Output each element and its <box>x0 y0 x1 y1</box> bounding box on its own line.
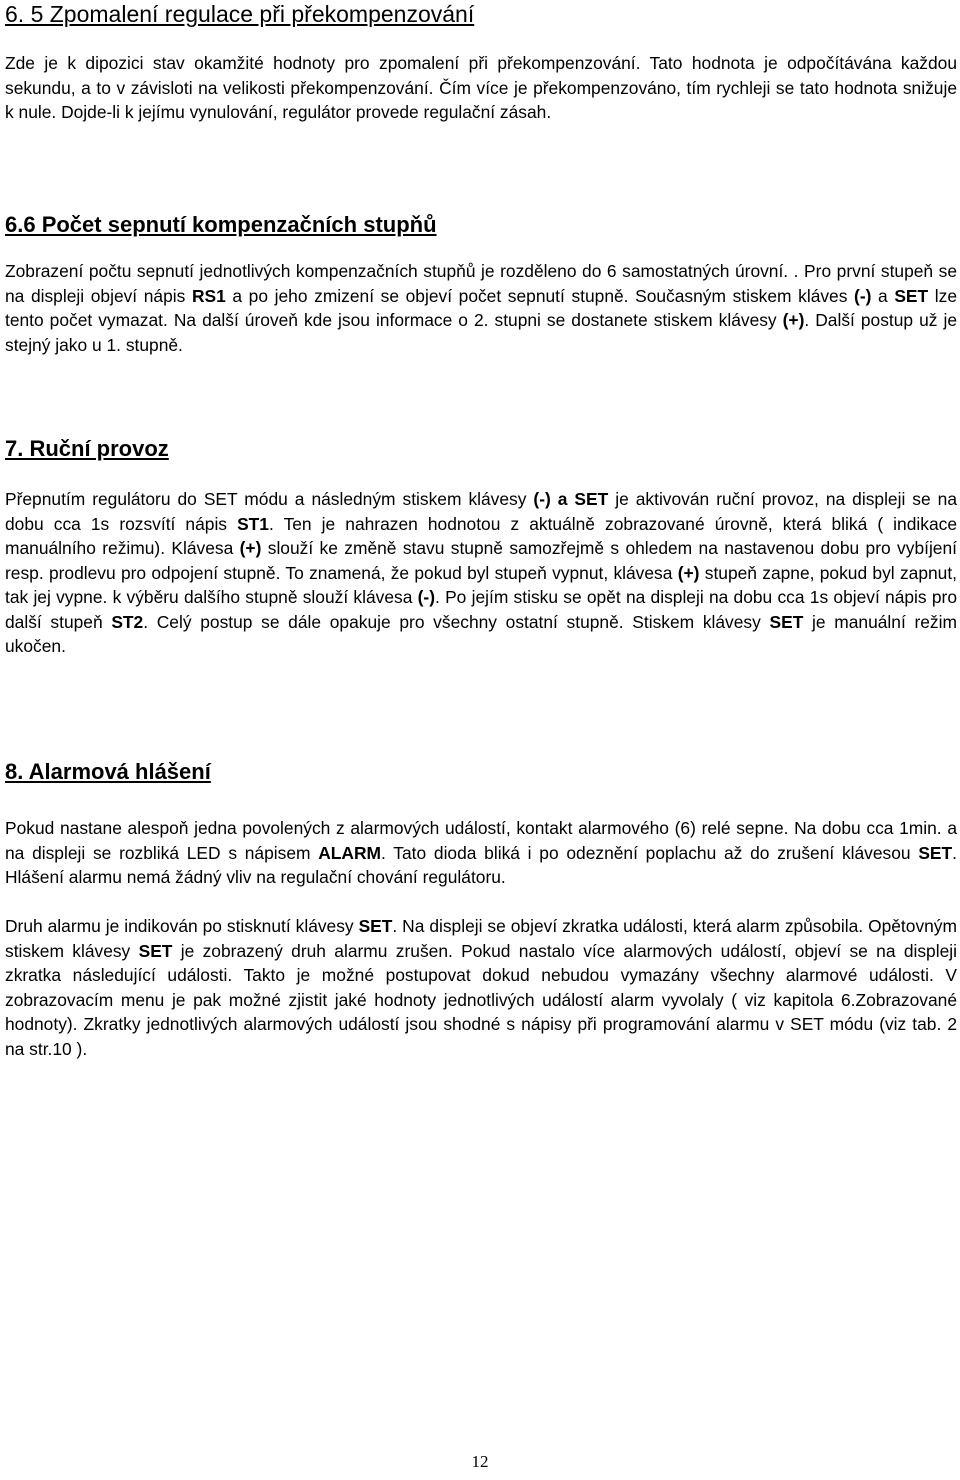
text-run: Přepnutím regulátoru do SET módu a následným stiskem klávesy <box>5 489 534 509</box>
text-run: je aktivován ruční provoz, na displeji se na dobu cca 1s rozsvítí nápis <box>5 489 958 534</box>
section-7-paragraph <box>5 487 957 659</box>
key-label: SET <box>918 842 953 863</box>
section-6-6-paragraph <box>5 259 957 357</box>
section-6-5-title: 6. 5 Zpomalení regulace při překompenzování <box>5 1 475 27</box>
text-run: stupeň zapne, pokud byl zapnut, tak jej vypne. k výběru dalšího stupně slouží klávesa <box>5 562 957 607</box>
section-8-title: 8. Alarmová hlášení <box>5 759 211 784</box>
text-run: Pokud nastane alespoň jedna povolených z alarmových událostí, kontakt alarmového (6) relé sepne. Na dobu cca 1min. a na displeji se rozbliká LED s nápisem <box>5 818 957 863</box>
key-label: (-) a SET <box>533 489 609 509</box>
section-6-6-title: 6.6 Počet sepnutí kompenzačních stupňů <box>5 212 437 237</box>
text-run: . Další postup už je stejný jako u 1. stupně. <box>5 310 957 355</box>
text-run: je zobrazený druh alarmu zrušen. Pokud nastalo více alarmových událostí, objeví se na displeji zkratka následující události. Takto je možné postupovat dokud nebudou vymazány všechny alarmové události. V zobrazovacím menu je pak možné zjistit jaké hodnoty jednotlivých událostí alarm vyvolaly ( viz kapitola 6.Zobrazované hodnoty). Zkratky jednotlivých alarmových událostí jsou shodné s nápisy při programování alarmu v SET módu (viz tab. 2 na str.10 ). <box>5 940 957 1059</box>
text-run: . Tato dioda bliká i po odeznění poplachu až do zrušení klávesou <box>381 842 919 863</box>
display-label: ST2 <box>111 611 144 632</box>
key-label: (-) <box>854 285 872 306</box>
key-label: SET <box>769 611 804 632</box>
key-label: SET <box>358 916 393 936</box>
page-number: 12 <box>471 1452 489 1471</box>
key-label: SET <box>894 285 929 306</box>
text-run: . Na displeji se objeví zkratka události, která alarm způsobila. Opětovným stiskem klávesy <box>5 916 957 961</box>
text-run: . Celý postup se dále opakuje pro všechny ostatní stupně. Stiskem klávesy <box>143 611 770 632</box>
text-run: . Hlášení alarmu nemá žádný vliv na regulační chování regulátoru. <box>5 842 957 887</box>
key-label: (-) <box>417 587 435 607</box>
key-label: SET <box>138 940 173 961</box>
text-run: Zobrazení počtu sepnutí jednotlivých kompenzačních stupňů je rozděleno do 6 samostatných úrovní. . Pro první stupeň se na displeji objeví nápis <box>5 261 957 306</box>
text-run: Zde je k dipozici stav okamžité hodnoty pro zpomalení při překompenzování. Tato hodnota je odpočítávána každou sekundu, a to v závisloti na velikosti překompenzování. Čím více je překompenzováno, tím rychleji se tato hodnota snižuje k nule. Dojde-li k jejímu vynulování, regulátor provede regulační zásah. <box>5 53 957 122</box>
display-label: ST1 <box>237 513 269 534</box>
text-run: . Po jejím stisku se opět na displeji na dobu cca 1s objeví nápis pro další stupeň <box>5 587 957 632</box>
key-label: (+) <box>677 562 700 583</box>
text-run: . Ten je nahrazen hodnotou z aktuálně zobrazované úrovně, která bliká ( indikace manuálního režimu). Klávesa <box>5 513 957 558</box>
text-run: je manuální režim ukočen. <box>5 611 957 656</box>
text-run: a <box>871 285 895 306</box>
section-6-5-paragraph <box>5 51 957 125</box>
key-label: (+) <box>782 310 805 330</box>
text-run: Druh alarmu je indikován po stisknutí klávesy <box>5 916 359 936</box>
display-label: ALARM <box>318 842 382 863</box>
text-run: a po jeho zmizení se objeví počet sepnutí stupně. Současným stiskem kláves <box>225 285 855 306</box>
text-run: lze tento počet vymazat. Na další úroveň kde jsou informace o 2. stupni se dostanete stiskem klávesy <box>5 285 957 330</box>
section-7-title: 7. Ruční provoz <box>5 436 169 461</box>
text-run: slouží ke změně stavu stupně samozřejmě s ohledem na nastavenou dobu pro vybíjení resp. prodlevu pro odpojení stupně. To znamená, že pokud byl stupeň vypnut, klávesa <box>5 538 957 583</box>
display-label: RS1 <box>191 285 226 306</box>
section-8-paragraph-1 <box>5 816 957 890</box>
section-8-paragraph-2 <box>5 914 957 1061</box>
key-label: (+) <box>239 538 262 558</box>
